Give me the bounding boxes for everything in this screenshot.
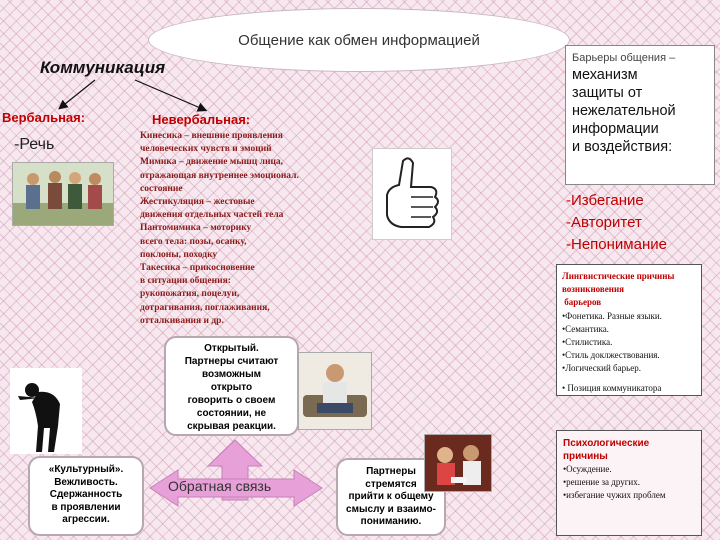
cultured-line: агрессии.: [62, 514, 110, 525]
barriers-body-line: нежелательной: [572, 103, 676, 119]
nonverbal-line: состояние: [140, 183, 183, 194]
barriers-body-line: информации: [572, 121, 659, 137]
nonverbal-line: Пантомимика – моторику: [140, 223, 252, 234]
nonverbal-line: рукопожатия, поцелуи,: [140, 289, 240, 300]
open-line: открыто: [210, 382, 253, 393]
cultured-type-box: [28, 456, 144, 536]
psychological-item: •избегание чужих проблем: [563, 490, 666, 501]
open-type-box: [164, 336, 299, 436]
verbal-label: Вербальная:: [2, 110, 86, 125]
verbal-speech: -Речь: [14, 136, 55, 153]
barriers-label: Барьеры общения –: [572, 52, 676, 64]
partners-line: Партнеры: [366, 466, 416, 477]
communication-heading: Коммуникация: [40, 58, 166, 77]
psychological-item: •решение за других.: [563, 477, 640, 488]
psychological-heading-line: причины: [563, 451, 608, 462]
barrier-type: -Непонимание: [566, 236, 667, 253]
nonverbal-line: в ситуации общения:: [140, 276, 231, 287]
page-title: Общение как обмен информацией: [238, 31, 480, 49]
barrier-types-list: [566, 190, 667, 256]
nonverbal-label: Невербальная:: [152, 112, 251, 127]
arrow-to-verbal: [60, 80, 95, 108]
nonverbal-line: человеческих чувств и эмоций: [140, 144, 272, 155]
partners-line: смыслу и взаимо-: [346, 503, 436, 515]
feedback-label: Обратная связь: [168, 478, 272, 494]
linguistic-reasons-box: [556, 264, 702, 396]
cultured-line: «Культурный».: [48, 464, 124, 475]
nonverbal-line: поклоны, походку: [140, 249, 218, 260]
nonverbal-line: всего тела: позы, осанку,: [140, 236, 247, 247]
linguistic-item: • Позиция коммуникатора: [562, 382, 662, 393]
relaxed-man-photo: [298, 352, 372, 430]
nonverbal-line: Жестикуляция – жестовые: [140, 197, 255, 208]
linguistic-heading-line: барьеров: [562, 297, 602, 308]
cultured-line: Сдержанность: [49, 489, 123, 500]
open-line: скрывая реакции.: [187, 421, 276, 432]
barrier-type: -Авторитет: [566, 214, 642, 231]
barriers-body-line: механизм: [572, 67, 638, 83]
open-line: возможным: [201, 369, 262, 380]
bowing-man-icon: [10, 368, 82, 454]
nonverbal-line: Такесика – прикосновение: [140, 263, 255, 274]
nonverbal-line: отражающая внутреннее эмоционал.: [140, 170, 299, 181]
open-line: говорить о своем: [187, 395, 276, 406]
partners-line: пониманию.: [360, 516, 422, 527]
nonverbal-line: дотрагивания, поглаживания,: [140, 302, 270, 313]
nonverbal-description: [140, 130, 350, 328]
cultured-line: Вежливость.: [54, 476, 118, 488]
barriers-body: [572, 66, 708, 156]
open-line: Партнеры считают: [184, 356, 279, 367]
psychological-item: •Осуждение.: [563, 464, 612, 474]
linguistic-heading-line: Лингвистические причины: [562, 271, 675, 281]
couple-photo: [424, 434, 492, 492]
thumbs-up-icon: [372, 148, 452, 240]
linguistic-heading-line: возникновения: [562, 284, 625, 295]
arrow-to-nonverbal: [135, 80, 205, 110]
barriers-body-line: защиты от: [572, 85, 643, 101]
open-line: Открытый.: [204, 343, 259, 354]
feedback-arrow: [150, 440, 322, 506]
nonverbal-line: движения отдельных частей тела: [140, 210, 284, 221]
cultured-line: в проявлении: [51, 501, 121, 513]
linguistic-item: •Логический барьер.: [562, 363, 641, 374]
barriers-body-line: и воздействия:: [572, 139, 673, 155]
barriers-definition: [565, 45, 715, 185]
nonverbal-line: отталкивания и др.: [140, 315, 224, 326]
psychological-heading-line: Психологические: [563, 438, 650, 449]
barrier-type: -Избегание: [566, 192, 644, 209]
nonverbal-line: Мимика – движение мышц лица,: [140, 157, 284, 168]
psychological-reasons-box: [556, 430, 702, 536]
partners-line: прийти к общему: [348, 491, 434, 502]
nonverbal-line: Кинесика – внешние проявления: [140, 131, 283, 141]
partners-line: стремятся: [365, 478, 417, 490]
linguistic-item: •Стилистика.: [562, 337, 613, 348]
linguistic-item: •Стиль доклжествования.: [562, 350, 660, 361]
linguistic-item: •Семантика.: [562, 323, 609, 334]
students-photo: [12, 162, 114, 226]
linguistic-item: •Фонетика. Разные языки.: [562, 310, 662, 321]
open-line: состоянии, не: [196, 408, 267, 419]
